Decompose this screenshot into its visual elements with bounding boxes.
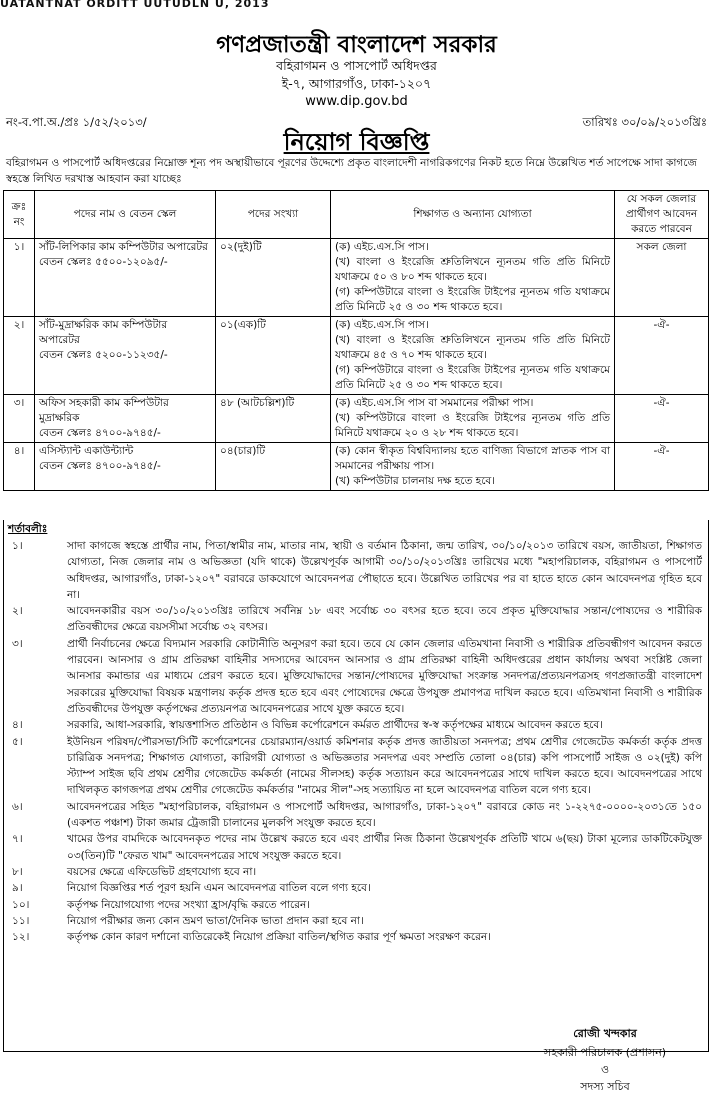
header-qualification: শিক্ষাগত ও অন্যান্য যোগ্যতা xyxy=(331,191,615,239)
signatory-conjunction: ও xyxy=(600,1063,610,1076)
term-text: নিয়োগ বিজ্ঞপ্তির শর্ত পূরণ হয়নি এমন আবেদনপত্র বাতিল বলে গণ্য হবে। xyxy=(67,882,371,895)
term-number: ৬। xyxy=(12,800,23,813)
row-qualification xyxy=(331,443,615,491)
term-number: ৫। xyxy=(12,735,23,748)
cropped-header-strip: UATANTNAT ORDITT UUTUDLN U, 2013 xyxy=(0,0,270,10)
table-header-row xyxy=(4,191,709,239)
qualification-line: (খ) বাংলা ও ইংরেজি শ্রুতিলিখনে ন্যূনতম গতি প্রতি মিনিটে যথাক্রমে ৫০ ও ৮০ শব্দ থাকতে হবে। xyxy=(335,256,610,283)
row-pay-scale: বেতন স্কেলঃ ৪৭০০-৯৭৪৫/- xyxy=(39,427,161,439)
row-post-count: ০৪(চার)টি xyxy=(216,443,331,491)
table-row xyxy=(4,239,709,317)
row-qualification xyxy=(331,317,615,395)
term-item xyxy=(4,603,708,636)
row-eligible-districts: -ঐ- xyxy=(615,317,709,395)
row-eligible-districts: -ঐ- xyxy=(615,395,709,443)
term-item xyxy=(4,717,708,733)
row-post-count: ৪৮ (আটচল্লিশ)টি xyxy=(216,395,331,443)
term-text: কর্তৃপক্ষ নিয়োগযোগ্য পদের সংখ্যা হ্রাস/বৃদ্ধি করতে পারেন। xyxy=(67,898,311,911)
row-post-cell xyxy=(35,443,216,491)
term-text: কর্তৃপক্ষ কোন কারণ দর্শানো ব্যতিরেকেই নিয়োগ প্রক্রিয়া বাতিল/স্থগিত করার পূর্ণ ক্ষমতা সংরক্ষণ করেন। xyxy=(67,931,491,944)
term-number: ২। xyxy=(12,605,23,618)
qualification-line: (ক) এইচ.এস.সি পাস বা সমমানের পরীক্ষা পাস। xyxy=(335,397,534,409)
row-serial: ৩। xyxy=(4,395,35,443)
table-row xyxy=(4,443,709,491)
term-item xyxy=(4,880,708,896)
row-pay-scale: বেতন স্কেলঃ ৫২০০-১১২৩৫/- xyxy=(39,349,168,361)
header-serial: ক্রঃ নং xyxy=(4,191,35,239)
government-title: গণপ্রজাতন্ত্রী বাংলাদেশ সরকার xyxy=(216,32,497,58)
row-pay-scale: বেতন স্কেলঃ ৪৭০০-৯৭৪৫/- xyxy=(39,460,161,472)
row-post-cell xyxy=(35,239,216,317)
term-item xyxy=(4,799,708,832)
term-item xyxy=(4,864,708,880)
term-number: ৩। xyxy=(12,637,23,650)
terms-title: শর্তাবলীঃ xyxy=(8,523,48,535)
notice-date: তারিখঃ ৩০/০৯/২০১৩খ্রিঃ xyxy=(582,115,707,129)
posts-table xyxy=(3,190,709,491)
signatory-name: রোজী খন্দকার xyxy=(573,1027,637,1040)
term-item xyxy=(4,831,708,864)
row-qualification xyxy=(331,395,615,443)
qualification-line: (ক) এইচ.এস.সি পাস। xyxy=(335,319,429,331)
table-row xyxy=(4,395,709,443)
term-text: নিয়োগ পরীক্ষার জন্য কোন ভ্রমণ ভাতা/দৈনিক ভাতা প্রদান করা হবে না। xyxy=(67,914,364,927)
term-item xyxy=(4,913,708,929)
row-post-name: এসিস্ট্যান্ট একাউন্ট্যান্ট xyxy=(39,445,134,457)
term-text: আবেদনপত্রের সহিত "মহাপরিচালক, বহিরাগমন ও পাসপোর্ট অধিদপ্তর, আগারগাঁও, ঢাকা-১২০৭" বরাবরে কোড নং ১-২২৭৫-০০০০-২০৩১তে ১৫০ (একশত পঞ্চাশ) টাকা জমার ট্রেজারী চালানের মুলকপি সংযুক্ত করতে হবে। xyxy=(67,800,702,830)
row-post-name: অফিস সহকারী কাম কম্পিউটার মুদ্রাক্ষরিক xyxy=(39,397,169,424)
header-post-name: পদের নাম ও বেতন স্কেল xyxy=(35,191,216,239)
qualification-line: (গ) কম্পিউটারে বাংলা ও ইংরেজি টাইপের ন্যূনতম গতি যথাক্রমে প্রতি মিনিটে ২৫ ও ৩০ শব্দ থাকতে হবে। xyxy=(335,286,610,313)
qualification-line: (গ) কম্পিউটারে বাংলা ও ইংরেজি টাইপের ন্যূনতম গতি যথাক্রমে প্রতি মিনিটে ২৫ ও ৩০ শব্দ থাকতে হবে। xyxy=(335,364,610,391)
qualification-line: (খ) বাংলা ও ইংরেজি শ্রুতিলিখনে ন্যূনতম গতি প্রতি মিনিটে যথাক্রমে ৪৫ ও ৭০ শব্দ থাকতে হবে। xyxy=(335,334,610,361)
row-post-cell xyxy=(35,395,216,443)
term-number: ১। xyxy=(12,540,23,552)
term-text: ইউনিয়ন পরিষদ/পৌরসভা/সিটি কর্পোরেশনের চেয়ারম্যান/ওয়ার্ড কমিশনার কর্তৃক প্রদত্ত জাতীয়তা সনদপত্র; প্রথম শ্রেণীর গেজেটেড কর্মকর্তা কর্তৃক প্রদত্ত চারিত্রিক সনদপত্র; শিক্ষাগত যোগ্যতা, কারিগরী যোগ্যতা ও অভিজ্ঞতার সনদপত্র এবং সম্প্রতি তোলা ০৪(চার) কপি পাসপোর্ট সাইজ ও ০২(দুই) কপি স্ট্যাম্প সাইজ ছবি প্রথম শ্রেণীর গেজেটেড কর্মকর্তা (নামের সীলসহ) কর্তৃক সত্যায়ন করে আবেদনপত্রের সাথে দাখিল করতে হবে। আবেদনপত্রের সাথে দাখিলকৃত কাগজপত্র প্রথম শ্রেণীর গেজেটেড কর্মকর্তার "নামের সীল"-সহ সত্যায়িত না হলে আবেদনপত্র বাতিল বলে গণ্য হবে। xyxy=(67,735,702,797)
header-eligible-districts: যে সকল জেলার প্রার্থীগণ আবেদন করতে পারবেন xyxy=(615,191,709,239)
header-post-count: পদের সংখ্যা xyxy=(216,191,331,239)
term-text: বয়সের ক্ষেত্রে এফিডেভিট গ্রহণযোগ্য হবে না। xyxy=(67,865,257,878)
term-text: আবেদনকারীর বয়স ৩০/১০/২০১৩খ্রিঃ তারিখে সর্বনিম্ন ১৮ এবং সর্বোচ্চ ৩০ বৎসর হতে হবে। তবে প্রকৃত মুক্তিযোদ্ধার সন্তান/পোষ্যদের ও শারীরিক প্রতিবন্ধীদের ক্ষেত্রে বয়সসীমা সর্বোচ্চ ৩২ বৎসর। xyxy=(67,605,702,634)
row-post-count: ০২(দুই)টি xyxy=(216,239,331,317)
row-serial: ১। xyxy=(4,239,35,317)
qualification-line: (ক) কোন স্বীকৃত বিশ্ববিদ্যালয় হতে বাণিজ্য বিভাগে স্নাতক পাস বা সমমানের পরীক্ষায় পাস। xyxy=(335,445,610,472)
row-serial: ৪। xyxy=(4,443,35,491)
term-number: ১২। xyxy=(12,931,30,944)
row-post-name: সাঁট-মুদ্রাক্ষরিক কাম কম্পিউটার অপারেটর xyxy=(39,319,168,346)
row-pay-scale: বেতন স্কেলঃ ৫৫০০-১২০৯৫/- xyxy=(39,256,168,268)
row-serial: ২। xyxy=(4,317,35,395)
qualification-line: (খ) কম্পিউটারে বাংলা ও ইংরেজি টাইপের ন্যূনতম গতি প্রতি মিনিটে যথাক্রমে ২০ ও ২৮ শব্দ থাকতে হবে। xyxy=(335,412,610,439)
department-name: বহিরাগমন ও পাসপোর্ট অধিদপ্তর xyxy=(276,58,437,73)
qualification-line: (ক) এইচ.এস.সি পাস। xyxy=(335,241,429,253)
term-item xyxy=(4,734,708,799)
term-number: ৮। xyxy=(12,865,23,878)
term-item xyxy=(4,897,708,913)
term-number: ১০। xyxy=(12,898,30,911)
row-post-count: ০১(এক)টি xyxy=(216,317,331,395)
memo-number: নং-ব.পা.অ./প্রঃ ১/৫২/২০১৩/ xyxy=(6,115,147,129)
signatory-designation: সহকারী পরিচালক (প্রশাসন) xyxy=(543,1046,667,1059)
row-eligible-districts: সকল জেলা xyxy=(615,239,709,317)
term-number: ৯। xyxy=(12,882,23,895)
website-url: www.dip.gov.bd xyxy=(305,94,408,109)
term-text: খামের উপর বামদিকে আবেদনকৃত পদের নাম উল্লেখ করতে হবে এবং প্রার্থীর নিজ ঠিকানা উল্লেখপূর্বক প্রতিটি খামে ৬(ছয়) টাকা মূল্যের ডাকটিকেটযুক্ত ০৩(তিন)টি "ফেরত খাম" আবেদনপত্রের সাথে সংযুক্ত করতে হবে। xyxy=(67,833,702,862)
terms-section xyxy=(3,520,709,1052)
term-number: ১১। xyxy=(12,914,30,927)
row-post-name: সাঁট-লিপিকার কাম কম্পিউটার অপারেটর xyxy=(39,241,208,253)
term-item xyxy=(4,929,708,945)
term-text: প্রার্থী নির্বাচনের ক্ষেত্রে বিদ্যমান সরকারি কোটানীতি অনুসরণ করা হবে। তবে যে কোন জেলার এতিমখানা নিবাসী ও শারীরিক প্রতিবন্ধীগণ আবেদন করতে পারবেন। আনসার ও গ্রাম প্রতিরক্ষা বাহিনীর সদস্যদের আবেদন আনসার ও গ্রাম প্রতিরক্ষা বাহিনী অধিদপ্তরের প্রধান কার্যালয় অথবা সংশ্লিষ্ট জেলা আনসার কমান্ডার এর মাধ্যমে প্রেরণ করতে হবে। মুক্তিযোদ্ধাদের সন্তান/পোষ্যদের মুক্তিযোদ্ধা সংক্রান্ত সনদপত্র/প্রত্যয়নপত্রসহ গণপ্রজাতন্ত্রী বাংলাদেশ সরকারের মুক্তিযোদ্ধা বিষয়ক মন্ত্রণালয় কর্তৃক প্রদত্ত হতে হবে এবং পোষ্যেদের ক্ষেত্রে উপযুক্ত প্রমাণপত্র দাখিল করতে হবে। এতিমখানা নিবাসী ও শারীরিক প্রতিবন্ধীদের উপযুক্ত কর্তৃপক্ষের প্রত্যয়নপত্র আবেদনপত্রের সাথে যুক্ত করতে হবে। xyxy=(67,637,702,715)
row-qualification xyxy=(331,239,615,317)
row-eligible-districts: -ঐ- xyxy=(615,443,709,491)
signatory-member-title: সদস্য সচিব xyxy=(580,1080,630,1093)
intro-paragraph: বহিরাগমন ও পাসপোর্ট অধিদপ্তরের নিম্নোক্ত শূন্য পদ অস্থায়ীভাবে পূরণের উদ্দেশ্যে প্রকৃত বাংলাদেশী নাগরিকগণের নিকট হতে নিম্নে উল্লেখিত শর্ত সাপেক্ষে সাদা কাগজে স্বহস্তে লিখিত দরখাস্ত আহবান করা যাচ্ছেঃ xyxy=(6,157,697,185)
term-text: সরকারি, আধা-সরকারি, স্বায়ত্তশাসিত প্রতিষ্ঠান ও বিভিন্ন কর্পোরেশনে কর্মরত প্রার্থীদের স্ব-স্ব কর্তৃপক্ষের মাধ্যমে আবেদন করতে হবে। xyxy=(67,719,603,732)
term-item xyxy=(4,636,708,717)
qualification-line: (খ) কম্পিউটার চালনায় দক্ষ হতে হবে। xyxy=(335,475,496,487)
table-row xyxy=(4,317,709,395)
office-address: ই-৭, আগারগাঁও, ঢাকা-১২০৭ xyxy=(281,76,432,91)
term-number: ৭। xyxy=(12,833,23,846)
term-text: সাদা কাগজে স্বহস্তে প্রার্থীর নাম, পিতা/স্বামীর নাম, মাতার নাম, স্থায়ী ও বর্তমান ঠিকানা, জন্ম তারিখ, ৩০/১০/২০১৩ তারিখে বয়স, জাতীয়তা, শিক্ষাগত যোগ্যতা, নিজ জেলার নাম ও অভিজ্ঞতা (যদি থাকে) উল্লেখপূর্বক আগামী ৩০/১০/২০১৩খ্রিঃ তারিখের মধ্যে "মহাপরিচালক, বহিরাগমন ও পাসপোর্ট অধিদপ্তর, আগারগাঁও, ঢাকা-১২০৭" বরাবরে ডাকযোগে আবেদনপত্র পৌছাতে হবে। উল্লেখিত তারিখের পর বা হাতে হাতে কোন আবেদনপত্র গৃহিত হবে না। xyxy=(67,540,702,601)
terms-list xyxy=(4,538,708,945)
term-number: ৪। xyxy=(12,719,23,732)
term-item xyxy=(4,538,708,603)
row-post-cell xyxy=(35,317,216,395)
notice-title: নিয়োগ বিজ্ঞপ্তি xyxy=(283,128,430,156)
